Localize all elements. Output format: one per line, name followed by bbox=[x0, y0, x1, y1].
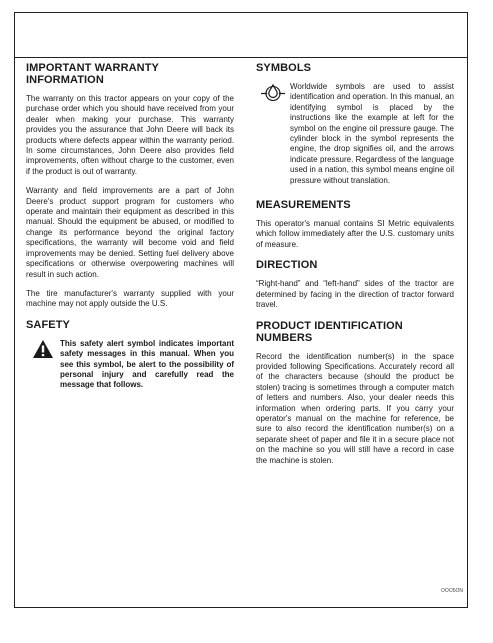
engine-oil-pressure-icon bbox=[259, 82, 287, 104]
direction-text: “Right-hand” and “left-hand” sides of the tractor are determined by facing in the direction of tractor forward travel. bbox=[256, 279, 454, 310]
header-box bbox=[14, 12, 468, 58]
measurements-text: This operator's manual contains SI Metric equivalents which follow immediately after the U.S. customary units of measure. bbox=[256, 219, 454, 249]
safety-section bbox=[26, 319, 234, 400]
product-id-text: Record the identification number(s) in the space provided following Specifications. Accurately record all of the characters because (should the product be stolen) tracing is sometimes through a computer match of letters and numbers. Also, your dealer needs this information when ordering parts. If you carry your operator's manual on the machine for reference, be sure to also record the identification number(s) on a separate sheet of paper and file it in a secure place not on the machine so you will still have a record in case the machine is stolen. bbox=[256, 351, 454, 465]
direction-section bbox=[256, 259, 454, 310]
symbols-heading: SYMBOLS bbox=[256, 62, 312, 74]
left-column bbox=[26, 62, 234, 404]
product-id-section bbox=[256, 320, 454, 466]
safety-alert-icon bbox=[32, 339, 54, 359]
right-column bbox=[256, 62, 454, 475]
warranty-paragraph-2: Warranty and field improvements are a part of John Deere's product support program for customers who operate and maintain their equipment as described in this manual. Should the equipment be abused, or modified to change its performance beyond the original factory specifications, the warranty will become void and field improvements may be denied. Setting fuel delivery above specifications or otherwise overpowering machines will result in such action. bbox=[26, 186, 234, 279]
symbols-text: Worldwide symbols are used to assist identification and operation. In this manual, an identifying symbol is placed by the instructions like the example at left for the symbol on the engine oil pressure gauge. The cylinder block in the symbol represents the engine, the drop signifies oil, and the arrows indicate pressure. Regardless of the language used in a nation, this symbol means engine oil pressure without translation. bbox=[290, 82, 454, 185]
warranty-heading: IMPORTANT WARRANTY INFORMATION bbox=[26, 62, 159, 86]
measurements-section bbox=[256, 199, 454, 250]
symbols-section bbox=[256, 62, 454, 195]
product-id-heading: PRODUCT IDENTIFICATION NUMBERS bbox=[256, 319, 403, 344]
warranty-section bbox=[26, 62, 234, 310]
safety-heading: SAFETY bbox=[26, 318, 70, 331]
warranty-paragraph-1: The warranty on this tractor appears on your copy of the purchase order which you should have received from your dealer when making your purchase. This warranty provides you the assurance that John Deere will back its products where defects appear within the warranty period. In some circumstances, John Deere also provides field improvements, often without charge to the customer, even if the product is out of warranty. bbox=[26, 94, 234, 176]
direction-heading: DIRECTION bbox=[256, 259, 318, 272]
page-code: OOO5ON bbox=[441, 588, 463, 594]
measurements-heading: MEASUREMENTS bbox=[256, 199, 351, 212]
safety-text: This safety alert symbol indicates important safety messages in this manual. When you see this symbol, be alert to the possibility of personal injury and carefully read the message that follows. bbox=[60, 338, 234, 390]
warranty-paragraph-3: The tire manufacturer's warranty supplied with your machine may not apply outside the U.S. bbox=[26, 288, 234, 309]
